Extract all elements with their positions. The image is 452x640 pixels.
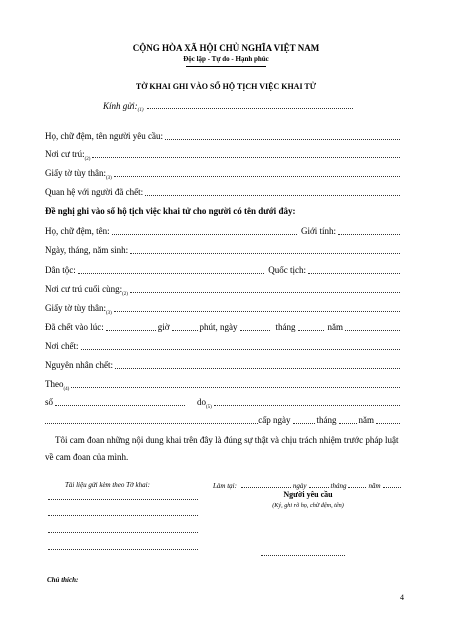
- issued-day-field[interactable]: [293, 415, 315, 424]
- requester-residence-field[interactable]: [92, 149, 400, 158]
- deceased-dob-label: Ngày, tháng, năm sinh:: [45, 245, 129, 255]
- requester-relation-row: [45, 186, 400, 198]
- requester-relation-field[interactable]: [145, 187, 400, 196]
- death-year-field[interactable]: [345, 322, 400, 331]
- deceased-per-row: Theo (4): [45, 378, 400, 390]
- deceased-last-residence-label: Nơi cư trú cuối cùng:: [45, 284, 123, 294]
- deceased-last-residence-row: Nơi cư trú cuối cùng: (2): [45, 283, 400, 295]
- deceased-gender-label: Giới tính:: [300, 226, 336, 236]
- attachment-line-3[interactable]: [48, 532, 198, 533]
- notes-label: Chú thích:: [47, 576, 79, 584]
- deceased-per-label: Theo: [45, 379, 64, 389]
- attachments-label: Tài liệu gửi kèm theo Tờ khai:: [65, 481, 150, 489]
- attachment-line-2[interactable]: [48, 515, 198, 516]
- requester-name-field[interactable]: [165, 131, 400, 140]
- national-motto: Độc lập - Tự do - Hạnh phúc: [183, 55, 269, 63]
- deceased-ethnicity-field[interactable]: [78, 265, 265, 274]
- deceased-name-label: Họ, chữ đệm, tên:: [45, 226, 110, 236]
- deceased-died-at-label: Đã chết vào lúc:: [45, 322, 104, 332]
- deceased-by-label: do: [197, 397, 207, 407]
- deceased-dob-field[interactable]: [130, 245, 400, 254]
- attachment-line-4[interactable]: [48, 549, 198, 550]
- issued-month-label: tháng: [316, 415, 337, 425]
- death-year-label: năm: [327, 322, 343, 332]
- request-heading: Đề nghị ghi vào sổ hộ tịch việc khai tử cho người có tên dưới đây:: [45, 206, 296, 216]
- death-month-label: tháng: [275, 322, 296, 332]
- requester-name-row: [45, 130, 400, 142]
- deceased-place-row: [45, 340, 400, 352]
- requester-residence-label: Nơi cư trú:: [45, 149, 85, 159]
- addressee-label: Kính gửi:: [103, 101, 138, 111]
- sign-year-field[interactable]: [383, 481, 401, 488]
- addressee-row: Kính gửi: (1): [103, 100, 353, 111]
- issuing-authority-field[interactable]: [214, 397, 400, 406]
- deceased-gender-field[interactable]: [338, 226, 400, 235]
- sign-day-field[interactable]: [309, 481, 329, 488]
- deceased-cause-row: [45, 359, 400, 371]
- death-month-field[interactable]: [298, 322, 324, 331]
- requester-id-label: Giấy tờ tùy thân:: [45, 168, 107, 178]
- form-title: TỜ KHAI GHI VÀO SỔ HỘ TỊCH VIỆC KHAI TỬ: [135, 82, 317, 91]
- deceased-place-label: Nơi chết:: [45, 341, 79, 351]
- requester-residence-row: Nơi cư trú: (2): [45, 148, 400, 160]
- addressee-field[interactable]: [147, 100, 353, 109]
- sign-day-label: ngày: [292, 482, 307, 490]
- deceased-ethnicity-row: [45, 264, 400, 276]
- deceased-nationality-field[interactable]: [308, 265, 400, 274]
- death-minute-label: phút, ngày: [199, 322, 238, 332]
- deceased-time-row: [45, 321, 400, 333]
- deceased-id-field[interactable]: [114, 303, 400, 312]
- deceased-per-field[interactable]: [71, 379, 400, 388]
- deceased-id-row: Giấy tờ tùy thân: (3): [45, 302, 400, 314]
- requester-relation-label: Quan hệ với người đã chết:: [45, 187, 144, 197]
- commitment-statement: Tôi cam đoan những nội dung khai trên đây là đúng sự thật và chịu trách nhiệm trước pháp luật về cam đoan của mình.: [45, 435, 399, 462]
- requester-id-row: Giấy tờ tùy thân: (3): [45, 167, 400, 179]
- country-name: CỘNG HÒA XÃ HỘI CHỦ NGHĨA VIỆT NAM: [132, 43, 320, 53]
- document-number-field[interactable]: [55, 397, 185, 406]
- death-day-field[interactable]: [240, 322, 270, 331]
- attachment-line-1[interactable]: [48, 499, 198, 500]
- signature-place-date: [213, 481, 401, 490]
- deceased-name-row: [45, 225, 400, 237]
- issued-day-label: cấp ngày: [258, 415, 291, 425]
- deceased-number-label: số: [45, 397, 54, 407]
- deceased-cause-label: Nguyên nhân chết:: [45, 360, 113, 370]
- issued-month-field[interactable]: [339, 415, 357, 424]
- page-number: 4: [400, 593, 404, 602]
- deceased-dob-row: [45, 244, 400, 256]
- signature-name-line[interactable]: [261, 555, 345, 556]
- sign-year-label: năm: [368, 482, 381, 490]
- deceased-number-row: số do (5): [45, 396, 400, 408]
- requester-id-field[interactable]: [114, 168, 400, 177]
- death-hour-label: giờ: [157, 322, 170, 332]
- deceased-last-residence-field[interactable]: [130, 284, 400, 293]
- issued-year-field[interactable]: [376, 415, 400, 424]
- signature-instruction: (Ký, ghi rõ họ, chữ đệm, tên): [272, 502, 344, 509]
- deceased-ethnicity-label: Dân tộc:: [45, 265, 76, 275]
- requester-name-label: Họ, chữ đệm, tên người yêu cầu:: [45, 131, 163, 141]
- deceased-issued-row: [45, 414, 400, 426]
- place-field[interactable]: [241, 481, 291, 488]
- deceased-nationality-label: Quốc tịch:: [268, 265, 306, 275]
- motto-underline: [186, 66, 266, 67]
- deceased-cause-field[interactable]: [115, 360, 400, 369]
- sign-month-label: tháng: [330, 482, 347, 490]
- death-hour-field[interactable]: [106, 322, 156, 331]
- requester-role: Người yêu cầu: [283, 490, 333, 499]
- place-label: Làm tại:: [213, 482, 237, 490]
- sign-month-field[interactable]: [348, 481, 366, 488]
- issued-year-label: năm: [358, 415, 374, 425]
- deceased-place-field[interactable]: [81, 341, 401, 350]
- deceased-id-label: Giấy tờ tùy thân:: [45, 303, 107, 313]
- death-minute-field[interactable]: [172, 322, 198, 331]
- issuing-authority-continued-field[interactable]: [45, 415, 258, 424]
- deceased-name-field[interactable]: [112, 226, 297, 235]
